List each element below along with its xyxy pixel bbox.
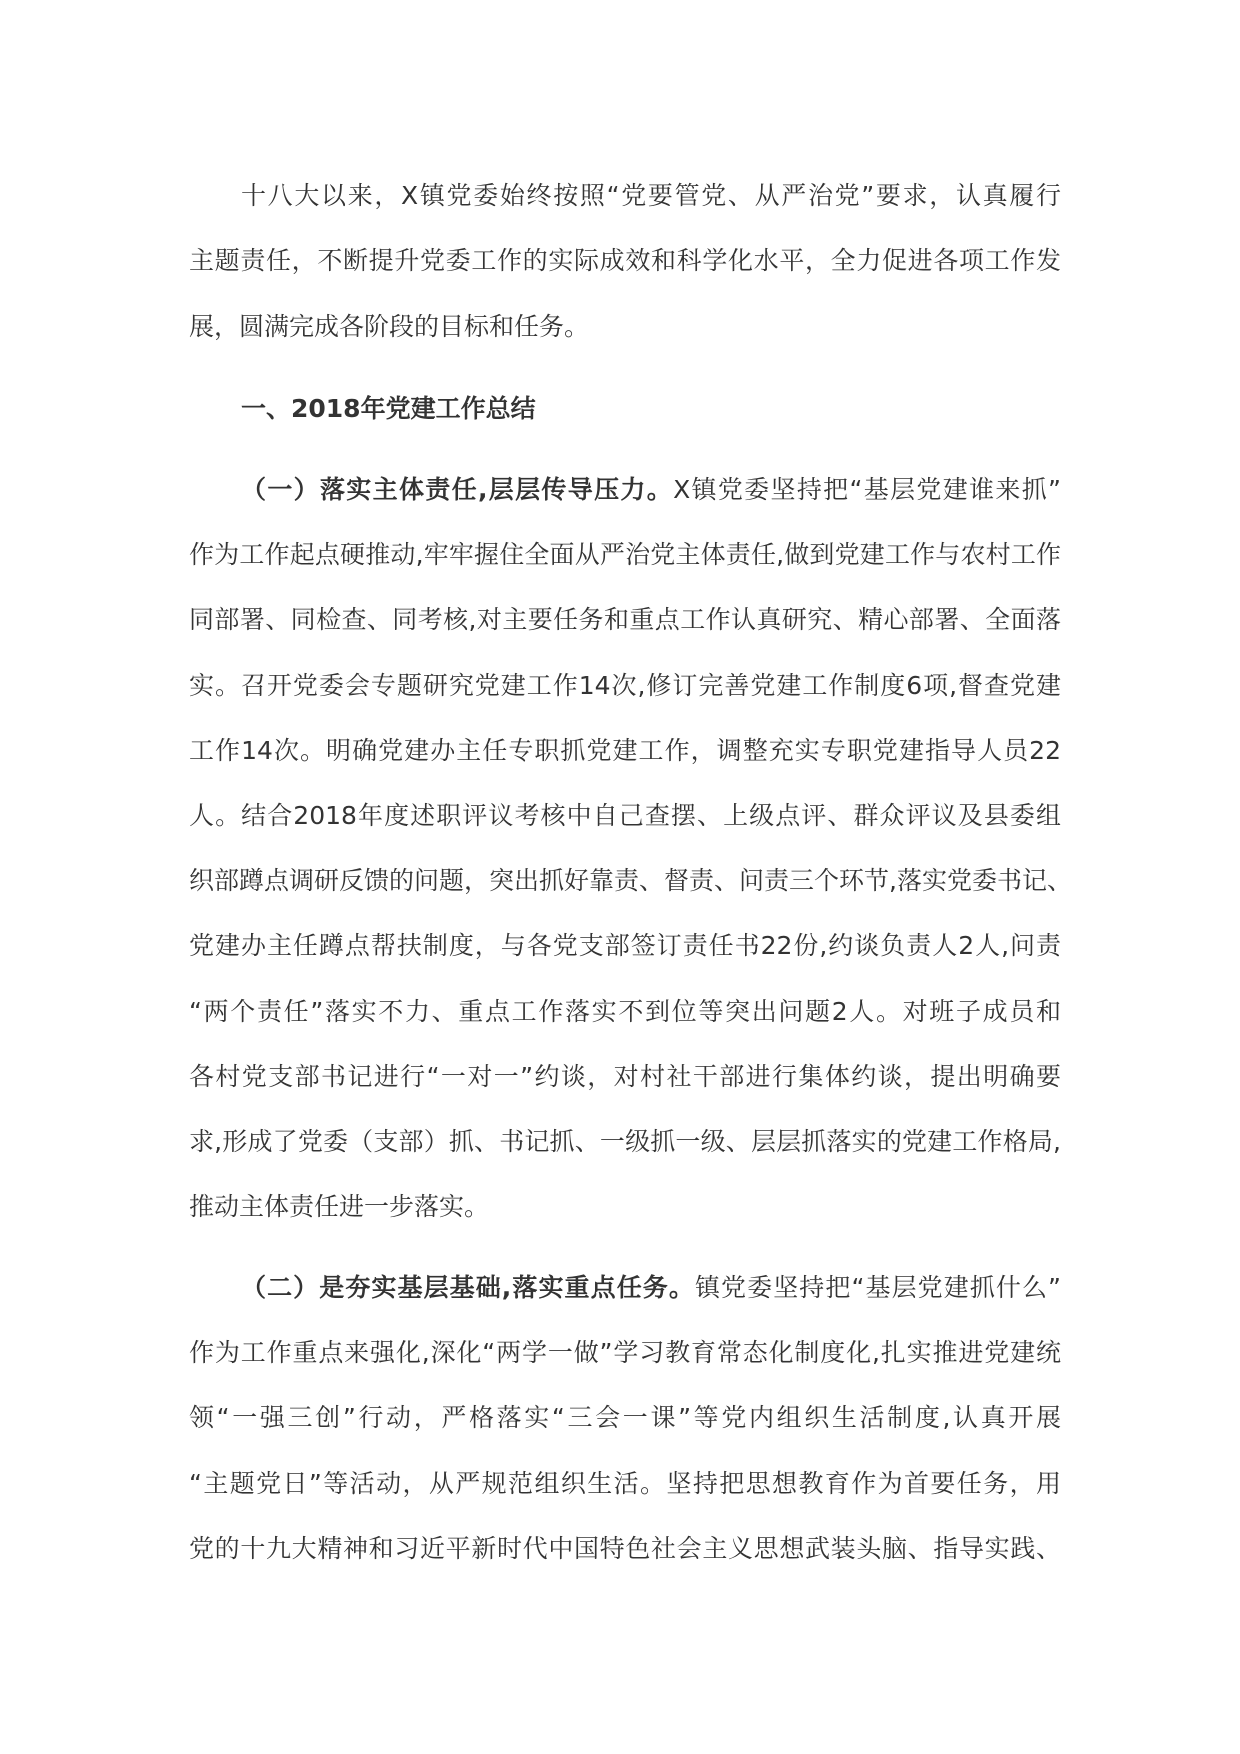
item1-line: “两个责任”落实不力、重点工作落实不到位等突出问题2人。对班子成员和 <box>189 997 1061 1026</box>
section-heading: 一、2018年党建工作总结 <box>241 394 536 423</box>
item1-line: 实。召开党委会专题研究党建工作14次,修订完善党建工作制度6项,督查党建 <box>189 671 1061 700</box>
item1-line: 求,形成了党委（支部）抓、书记抓、一级抓一级、层层抓落实的党建工作格局, <box>189 1127 1061 1156</box>
item1-line: 各村党支部书记进行“一对一”约谈，对村社干部进行集体约谈，提出明确要 <box>189 1062 1061 1091</box>
item2-line: 党的十九大精神和习近平新时代中国特色社会主义思想武装头脑、指导实践、 <box>189 1534 1061 1563</box>
item2-first-line <box>241 1271 1061 1305</box>
item1-line: 工作14次。明确党建办主任专职抓党建工作，调整充实专职党建指导人员22 <box>189 736 1061 765</box>
item1-line: 织部蹲点调研反馈的问题，突出抓好靠责、督责、问责三个环节,落实党委书记、 <box>189 866 1072 895</box>
item2-title: （二）是夯实基层基础,落实重点任务。 <box>241 1273 695 1302</box>
intro-line: 十八大以来，X镇党委始终按照“党要管党、从严治党”要求，认真履行 <box>241 181 1061 210</box>
intro-line: 主题责任，不断提升党委工作的实际成效和科学化水平，全力促进各项工作发 <box>189 246 1061 275</box>
item1-line: 人。结合2018年度述职评议考核中自己查摆、上级点评、群众评议及县委组 <box>189 801 1061 830</box>
item1-line: 作为工作起点硬推动,牢牢握住全面从严治党主体责任,做到党建工作与农村工作 <box>189 540 1061 569</box>
item1-line: 推动主体责任进一步落实。 <box>189 1192 490 1221</box>
item1-first-line-text: X镇党委坚持把“基层党建谁来抓” <box>673 475 1062 504</box>
item1-title: （一）落实主体责任,层层传导压力。 <box>241 475 674 504</box>
intro-line: 展，圆满完成各阶段的目标和任务。 <box>189 312 590 341</box>
item2-first-line-text: 镇党委坚持把“基层党建抓什么” <box>694 1273 1062 1302</box>
item2-line: “主题党日”等活动，从严规范组织生活。坚持把思想教育作为首要任务，用 <box>189 1469 1061 1498</box>
item1-line: 党建办主任蹲点帮扶制度，与各党支部签订责任书22份,约谈负责人2人,问责 <box>189 931 1061 960</box>
item1-line: 同部署、同检查、同考核,对主要任务和重点工作认真研究、精心部署、全面落 <box>189 605 1061 634</box>
item2-line: 领“一强三创”行动，严格落实“三会一课”等党内组织生活制度,认真开展 <box>189 1403 1061 1432</box>
item2-line: 作为工作重点来强化,深化“两学一做”学习教育常态化制度化,扎实推进党建统 <box>189 1338 1061 1367</box>
item1-first-line <box>241 473 1061 507</box>
